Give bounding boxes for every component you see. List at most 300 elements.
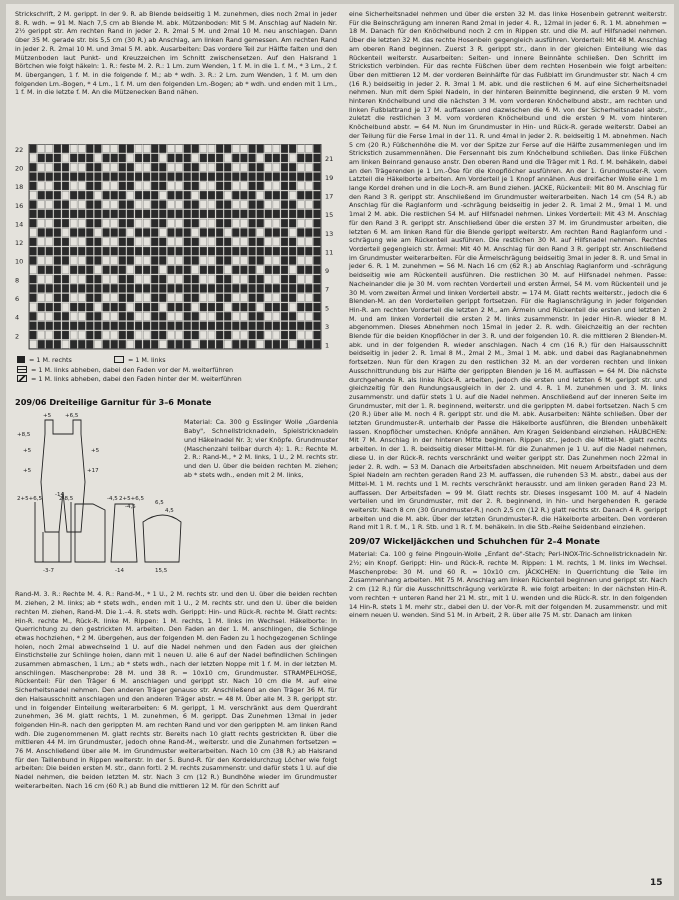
chart-cell	[46, 154, 53, 162]
chart-cell	[30, 145, 37, 153]
chart-cell	[297, 340, 304, 348]
chart-cell	[127, 322, 134, 330]
romper-outline	[41, 420, 85, 532]
chart-cell	[249, 201, 256, 209]
chart-cell	[159, 266, 166, 274]
chart-cell	[192, 228, 199, 236]
chart-cell	[103, 145, 110, 153]
chart-cell	[305, 247, 312, 255]
chart-cell	[46, 340, 53, 348]
chart-cell	[297, 173, 304, 181]
chart-cell	[192, 163, 199, 171]
chart-cell	[289, 266, 296, 274]
chart-cell	[216, 145, 223, 153]
chart-cell	[208, 163, 215, 171]
chart-cell	[240, 322, 247, 330]
chart-cell	[257, 275, 264, 283]
chart-cell	[305, 228, 312, 236]
chart-cell	[94, 303, 101, 311]
chart-cell	[289, 191, 296, 199]
chart-cell	[216, 191, 223, 199]
chart-cell	[297, 303, 304, 311]
chart-cell	[46, 303, 53, 311]
chart-cell	[224, 182, 231, 190]
chart-cell	[119, 145, 126, 153]
chart-cell	[176, 322, 183, 330]
chart-cell	[159, 145, 166, 153]
chart-cell	[224, 228, 231, 236]
chart-cell	[86, 201, 93, 209]
chart-cell	[265, 191, 272, 199]
chart-cell	[265, 266, 272, 274]
left-column-top-text	[15, 10, 337, 97]
chart-cell	[38, 294, 45, 302]
chart-cell	[127, 312, 134, 320]
chart-cell	[305, 201, 312, 209]
chart-cell	[176, 154, 183, 162]
cap-instructions-text: Strickschrift, 2 M. gerippt. In der 9. R. ab Blende beidseitig 1 M. zunehmen, dies noch 2mal in jeder 8. R. wdh. = 91 M. Nach 7,5 cm ab Blende M. abk. Mützenboden: Mit 5 M. Anschlag auf Nadeln Nr. 2½ gerippt str. Am rechten Rand in jeder 2. R. 2mal 5 M. und 2mal 10 M. neu anschlagen. Dann über 35 M. gerade str. bis 5,5 cm (30 R.) ab Anschlag, am linken Rand gemessen. Am rechten Rand in jeder 2. R. 2mal 10 M. und 3mal 5 M. abk. Ausarbeiten: Das vordere Teil zur Hälfte falten und den Mützenboden laut Punkt- und Kreuzzeichen im Schnitt zwischensetzen. Auf den Halsrand 1 Börtchen wie folgt häkeln: 1. R.: feste M. 2. R.: 1 Lm. zum Wenden, 1 f. M. in die 1. f. M., * 3 Lm., 2 f. M. übergangen, 1 f. M. in die folgende f. M.; ab * wdh. 3. R.: 2 Lm. zum Wenden, 1 f. M. um den folgenden Lm.-Bogen, * 4 Lm., 1 f. M. um den folgenden Lm.-Bogen; ab * wdh. und enden mit 1 Lm., 1 f. M. in die letzte f. M. An die Mützenecken Band nähen.	[15, 10, 337, 97]
chart-cell	[289, 201, 296, 209]
materials-text: Material: Ca. 300 g Esslinger Wolle „Gardenia Baby", Schnellstricknadeln, Spielstricknadeln und Häkelnadel Nr. 3; vier Knöpfe. Grundmuster (Maschenzahl teilbar durch 4): 1. R.: Rechte M. 2. R.: Rand-M., * 2 M. links, 1 U., 2 M. rechts str. und den U. über die beiden rechten M. ziehen; ab * stets wdh., enden mit 2 M. links,	[184, 418, 338, 479]
chart-cell	[159, 247, 166, 255]
chart-cell	[273, 275, 280, 283]
chart-cell	[70, 247, 77, 255]
chart-cell	[232, 284, 239, 292]
chart-cell	[305, 145, 312, 153]
chart-cell	[184, 256, 191, 264]
chart-cell	[38, 201, 45, 209]
chart-cell	[167, 182, 174, 190]
chart-cell	[46, 294, 53, 302]
chart-cell	[224, 238, 231, 246]
chart-cell	[119, 201, 126, 209]
chart-cell	[200, 182, 207, 190]
chart-cell	[305, 331, 312, 339]
chart-cell	[111, 303, 118, 311]
chart-cell	[192, 191, 199, 199]
chart-cell	[289, 312, 296, 320]
chart-cell	[208, 145, 215, 153]
chart-cell	[232, 173, 239, 181]
chart-cell	[111, 201, 118, 209]
chart-cell	[208, 191, 215, 199]
chart-cell	[200, 266, 207, 274]
chart-cell	[54, 219, 61, 227]
chart-cell	[176, 294, 183, 302]
schematic-label: 2+5+6,5	[17, 496, 42, 502]
chart-cell	[273, 294, 280, 302]
chart-cell	[94, 247, 101, 255]
chart-cell	[313, 303, 320, 311]
chart-cell	[78, 312, 85, 320]
chart-cell	[184, 201, 191, 209]
chart-cell	[62, 331, 69, 339]
chart-cell	[127, 210, 134, 218]
chart-cell	[135, 201, 142, 209]
chart-cell	[70, 210, 77, 218]
chart-cell	[208, 322, 215, 330]
chart-cell	[273, 173, 280, 181]
chart-cell	[224, 163, 231, 171]
chart-cell	[135, 210, 142, 218]
chart-cell	[167, 219, 174, 227]
chart-cell	[216, 256, 223, 264]
chart-cell	[216, 154, 223, 162]
chart-cell	[111, 173, 118, 181]
chart-cell	[249, 173, 256, 181]
chart-cell	[143, 182, 150, 190]
chart-cell	[46, 182, 53, 190]
chart-cell	[208, 284, 215, 292]
chart-cell	[119, 247, 126, 255]
row-numbers-left	[15, 146, 23, 340]
chart-cell	[200, 275, 207, 283]
chart-cell	[127, 256, 134, 264]
chart-cell	[119, 284, 126, 292]
chart-cell	[249, 266, 256, 274]
chart-cell	[151, 201, 158, 209]
chart-cell	[94, 331, 101, 339]
chart-cell	[273, 238, 280, 246]
chart-cell	[135, 312, 142, 320]
chart-cell	[200, 219, 207, 227]
chart-cell	[167, 163, 174, 171]
row-number-label: 20	[15, 164, 24, 173]
chart-cell	[143, 340, 150, 348]
chart-cell	[265, 303, 272, 311]
chart-cell	[289, 238, 296, 246]
chart-cell	[257, 266, 264, 274]
chart-cell	[30, 238, 37, 246]
chart-cell	[54, 163, 61, 171]
chart-cell	[151, 256, 158, 264]
chart-cell	[30, 191, 37, 199]
romper-instructions-text: Rand-M. 3. R.: Rechte M. 4. R.: Rand-M., * 1 U., 2 M. rechts str. und den U. über die beiden rechten M. ziehen, 2 M. links; ab * stets wdh., enden mit 1 U., 2 M. rechts str. und den U. über die beiden rechten M. ziehen, Rand-M. Die 1.–4. R. stets wdh. Gerippt: Hin- und Rück-R. rechte M. Glatt rechts: Hin-R. rechte M., Rück-R. linke M. Rippen: 1 M. rechts, 1 M. links im Wechsel. Häkelborte: In Querrichtung zu den gestrickten M. arbeiten. Den Faden an der 1. M. anschlingen, die Schlinge etwas hochziehen, * 2 M. übergehen, aus der folgenden M. den Faden zu 1 hochgezogenen Schlinge holen, noch 2mal abwechselnd 1 U. auf die Nadel nehmen und den Faden aus der gleichen Einstichstelle zur Schlinge holen, dann mit 1 neuen U. alle 6 auf der Nadel befindlichen Schlingen zusammen abmaschen, 1 Lm.; ab * stets wdh., nach der letzten Noppe mit 1 f. M. in der letzten M. anschlingen. Maschenprobe: 28 M. und 38 R. = 10x10 cm, Grundmuster. STRAMPELHOSE, Rückenteil: Für den Träger 6 M. anschlagen und gerippt str. Nach 10 cm die M. auf eine Sicherheitsnadel nehmen. Den anderen Träger genauso str. Anschließend an den Träger 36 M. für den Halsausschnitt anschlagen und den anderen Träger abstr. = 48 M. Über alle M. 3 R. gerippt str. und in folgender Einteilung weiterarbeiten: 6 M. gerippt, 1 M. verschränkt aus dem Querdraht zunehmen, 36 M. glatt rechts, 1 M. zunehmen, 6 M. gerippt. Das Zunehmen 13mal in jeder folgenden Hin-R. nach den gerippten M. am rechten Rand und vor den gerippten M. am linken Rand wdh. Die zugenommenen M. glatt rechts str. Bereits nach 10 glatt rechts gestrickten R. über die mittleren 44 M. im Grundmuster, jedoch ohne Rand-M., weiterstr. und die Zunahmen fortsetzen = 76 M. Anschließend über alle M. im Grundmuster weiterarbeiten. Nach 10 cm (38 R.) ab Halsrand für den Taillenbund in Rippen weiterstr. In der 5. Bund-R. für den Kordeldurchzug Löcher wie folgt arbeiten: Die beiden ersten M. str., dann fortl. 2 M. rechts zusammenstr. und dafür stets 1 U. auf die Nadel nehmen, die beiden letzten M. str. Nach 3 cm (12 R.) Bundhöhe wieder im Grundmuster weiterarbeiten. Nach 16 cm (60 R.) ab Bund die mittleren 12 M. für den Schritt auf	[15, 590, 337, 790]
chart-cell	[78, 256, 85, 264]
chart-cell	[305, 284, 312, 292]
chart-cell	[216, 182, 223, 190]
chart-cell	[216, 284, 223, 292]
chart-cell	[94, 145, 101, 153]
chart-cell	[289, 303, 296, 311]
chart-cell	[119, 210, 126, 218]
chart-cell	[232, 275, 239, 283]
chart-cell	[46, 201, 53, 209]
chart-cell	[46, 163, 53, 171]
chart-cell	[78, 219, 85, 227]
chart-cell	[265, 331, 272, 339]
chart-cell	[30, 303, 37, 311]
wrap-jacket-instructions: Material: Ca. 100 g feine Pingouin-Wolle „Enfant de"-Stach; Perl-INOX-Tric-Schnellstricknadeln Nr. 2½; ein Knopf. Gerippt: Hin- und Rück-R. rechte M. Rippen: 1 M. rechts, 1 M. links im Wechsel. Maschenprobe: 30 M. und 60 R. = 10x10 cm. JÄCKCHEN: In Querrichtung die Teile im Zusammenhang arbeiten. Mit 75 M. Anschlag am linken Rückenteil beginnen und gerippt str. Nach 2 cm (12 R.) für die Ausschnittschrägung verkürzte R. wie folgt arbeiten: In der nächsten Hin-R. vom rechten + unteren Rand her 21 M. str., mit 1 U. wenden und die Rück-R. str. In den folgenden 14 Hin-R. stets 1 M. mehr str., dabei den U. der Vor-R. mit der folgenden M. zusammenstr. und mit einem neuen U. wenden. Sind 51 M. in Arbeit, 2 R. über alle 75 M. str. Danach am linken	[349, 550, 667, 620]
chart-cell	[54, 154, 61, 162]
chart-cell	[200, 228, 207, 236]
chart-cell	[135, 294, 142, 302]
chart-cell	[127, 340, 134, 348]
chart-cell	[70, 303, 77, 311]
chart-cell	[200, 145, 207, 153]
chart-cell	[192, 331, 199, 339]
chart-cell	[127, 182, 134, 190]
chart-cell	[54, 275, 61, 283]
chart-cell	[192, 182, 199, 190]
chart-cell	[127, 294, 134, 302]
chart-cell	[127, 219, 134, 227]
chart-cell	[30, 331, 37, 339]
chart-cell	[281, 163, 288, 171]
schematic-label: -3-7	[43, 568, 54, 574]
chart-cell	[94, 191, 101, 199]
chart-cell	[62, 145, 69, 153]
chart-cell	[143, 191, 150, 199]
jacket-front-outline	[75, 504, 105, 562]
chart-cell	[273, 163, 280, 171]
chart-cell	[38, 340, 45, 348]
chart-cell	[111, 275, 118, 283]
chart-cell	[86, 210, 93, 218]
chart-cell	[86, 182, 93, 190]
chart-cell	[297, 275, 304, 283]
chart-cell	[184, 191, 191, 199]
chart-cell	[192, 275, 199, 283]
chart-cell	[305, 163, 312, 171]
chart-cell	[313, 145, 320, 153]
chart-cell	[265, 219, 272, 227]
chart-cell	[216, 201, 223, 209]
chart-cell	[135, 247, 142, 255]
row-number-label: 19	[325, 173, 334, 182]
chart-cell	[78, 191, 85, 199]
chart-cell	[70, 154, 77, 162]
chart-cell	[232, 247, 239, 255]
chart-cell	[167, 201, 174, 209]
chart-cell	[38, 228, 45, 236]
chart-cell	[143, 294, 150, 302]
chart-cell	[265, 238, 272, 246]
chart-cell	[143, 284, 150, 292]
chart-cell	[54, 173, 61, 181]
chart-cell	[30, 312, 37, 320]
chart-cell	[176, 173, 183, 181]
chart-cell	[103, 228, 110, 236]
chart-cell	[151, 340, 158, 348]
chart-cell	[62, 256, 69, 264]
chart-cell	[46, 191, 53, 199]
chart-cell	[127, 303, 134, 311]
chart-cell	[176, 219, 183, 227]
chart-cell	[62, 238, 69, 246]
chart-cell	[200, 322, 207, 330]
chart-cell	[78, 173, 85, 181]
chart-cell	[143, 228, 150, 236]
chart-cell	[70, 256, 77, 264]
chart-cell	[70, 238, 77, 246]
chart-cell	[78, 275, 85, 283]
chart-cell	[297, 322, 304, 330]
chart-cell	[62, 247, 69, 255]
chart-cell	[54, 201, 61, 209]
chart-cell	[265, 201, 272, 209]
knitting-chart	[15, 144, 337, 354]
chart-cell	[249, 331, 256, 339]
chart-cell	[305, 256, 312, 264]
chart-cell	[151, 266, 158, 274]
chart-cell	[30, 219, 37, 227]
chart-cell	[297, 191, 304, 199]
chart-cell	[151, 182, 158, 190]
row-number-label: 13	[325, 229, 334, 238]
chart-cell	[289, 219, 296, 227]
chart-cell	[159, 294, 166, 302]
chart-cell	[127, 238, 134, 246]
chart-cell	[313, 228, 320, 236]
chart-cell	[281, 145, 288, 153]
chart-cell	[103, 284, 110, 292]
chart-cell	[38, 145, 45, 153]
chart-cell	[111, 163, 118, 171]
chart-cell	[232, 182, 239, 190]
chart-cell	[94, 201, 101, 209]
chart-cell	[224, 312, 231, 320]
chart-cell	[176, 228, 183, 236]
chart-cell	[78, 284, 85, 292]
chart-cell	[54, 182, 61, 190]
chart-cell	[119, 238, 126, 246]
chart-cell	[208, 331, 215, 339]
chart-cell	[119, 266, 126, 274]
chart-cell	[167, 312, 174, 320]
chart-cell	[70, 145, 77, 153]
chart-cell	[232, 191, 239, 199]
chart-cell	[119, 312, 126, 320]
chart-cell	[127, 228, 134, 236]
chart-cell	[257, 182, 264, 190]
garment-schematic	[15, 412, 183, 577]
chart-cell	[289, 284, 296, 292]
chart-cell	[249, 154, 256, 162]
chart-cell	[70, 191, 77, 199]
chart-cell	[208, 275, 215, 283]
legend-item-knit: = 1 M. rechts = 1 M. links	[17, 356, 337, 366]
chart-cell	[54, 322, 61, 330]
chart-cell	[54, 294, 61, 302]
chart-cell	[38, 247, 45, 255]
row-number-label: 15	[325, 211, 334, 220]
chart-cell	[192, 145, 199, 153]
chart-cell	[192, 247, 199, 255]
chart-cell	[297, 331, 304, 339]
chart-cell	[62, 163, 69, 171]
chart-cell	[135, 238, 142, 246]
chart-cell	[159, 275, 166, 283]
chart-cell	[127, 163, 134, 171]
chart-cell	[216, 247, 223, 255]
schematic-label: -14	[55, 492, 64, 498]
chart-cell	[135, 219, 142, 227]
chart-cell	[249, 228, 256, 236]
chart-cell	[200, 238, 207, 246]
bonnet-outline	[143, 515, 181, 562]
chart-cell	[111, 238, 118, 246]
chart-cell	[313, 294, 320, 302]
chart-cell	[135, 322, 142, 330]
chart-cell	[135, 182, 142, 190]
chart-cell	[103, 312, 110, 320]
chart-cell	[240, 294, 247, 302]
chart-cell	[111, 266, 118, 274]
legend-item-purl: = 1 M. links	[114, 356, 166, 366]
chart-cell	[249, 210, 256, 218]
chart-cell	[313, 201, 320, 209]
chart-cell	[305, 219, 312, 227]
chart-cell	[143, 210, 150, 218]
chart-cell	[46, 238, 53, 246]
chart-cell	[30, 163, 37, 171]
chart-cell	[38, 284, 45, 292]
chart-cell	[143, 238, 150, 246]
chart-cell	[273, 331, 280, 339]
chart-cell	[289, 182, 296, 190]
chart-cell	[86, 228, 93, 236]
chart-cell	[249, 191, 256, 199]
chart-cell	[103, 266, 110, 274]
row-number-label: 16	[15, 201, 24, 210]
chart-cell	[103, 238, 110, 246]
chart-cell	[216, 322, 223, 330]
chart-cell	[103, 275, 110, 283]
chart-cell	[313, 266, 320, 274]
chart-cell	[94, 266, 101, 274]
chart-cell	[103, 340, 110, 348]
section-title-209-07: 209/07 Wickeljäckchen und Schuhchen für 2–4 Monate	[349, 536, 600, 547]
chart-cell	[224, 210, 231, 218]
chart-cell	[103, 201, 110, 209]
chart-cell	[111, 284, 118, 292]
chart-cell	[94, 275, 101, 283]
chart-cell	[135, 266, 142, 274]
chart-cell	[143, 201, 150, 209]
sleeve-outline	[111, 504, 137, 562]
chart-cell	[184, 219, 191, 227]
chart-cell	[192, 173, 199, 181]
chart-cell	[313, 331, 320, 339]
chart-cell	[62, 173, 69, 181]
row-number-label: 22	[15, 145, 24, 154]
chart-cell	[184, 303, 191, 311]
chart-cell	[208, 182, 215, 190]
chart-cell	[70, 266, 77, 274]
chart-cell	[94, 256, 101, 264]
chart-cell	[265, 256, 272, 264]
chart-cell	[111, 247, 118, 255]
chart-cell	[176, 182, 183, 190]
chart-cell	[232, 256, 239, 264]
chart-cell	[119, 191, 126, 199]
chart-cell	[313, 322, 320, 330]
chart-cell	[192, 256, 199, 264]
page-number: 15	[650, 878, 663, 888]
chart-cell	[232, 154, 239, 162]
chart-cell	[257, 256, 264, 264]
chart-cell	[224, 247, 231, 255]
chart-cell	[289, 173, 296, 181]
chart-cell	[192, 201, 199, 209]
section-title-209-06: 209/06 Dreiteilige Garnitur für 3–6 Monate	[15, 397, 212, 407]
chart-cell	[30, 210, 37, 218]
chart-cell	[119, 219, 126, 227]
chart-cell	[200, 191, 207, 199]
row-number-label: 11	[325, 248, 334, 257]
chart-cell	[240, 266, 247, 274]
